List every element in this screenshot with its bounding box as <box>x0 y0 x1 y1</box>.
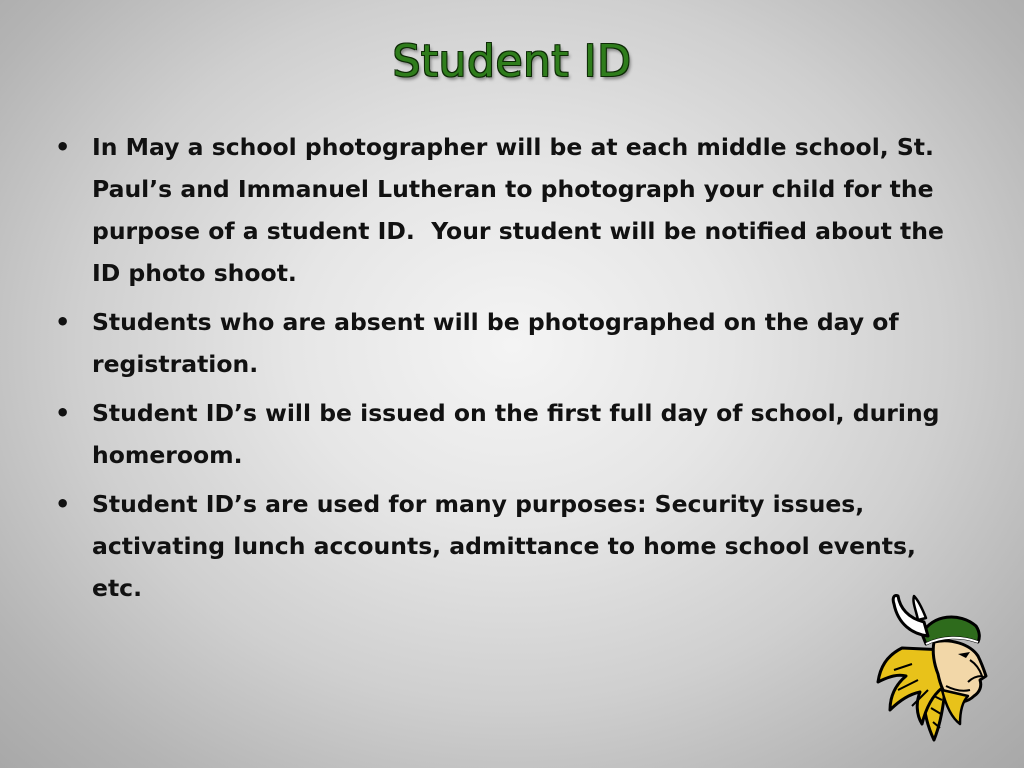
bullet-text: Student ID’s are used for many purposes: Security issues, activating lunch accounts, admittance to home school events, etc. <box>92 490 916 602</box>
bullet-text: Students who are absent will be photographed on the day of registration. <box>92 308 899 378</box>
bullet-item <box>52 392 952 476</box>
bullet-icon: • <box>55 133 71 161</box>
bullet-text: In May a school photographer will be at each middle school, St. Paul’s and Immanuel Lutheran to photograph your child for the purpose of a student ID. Your student will be notified about the ID photo shoot. <box>92 133 944 287</box>
viking-head-icon <box>872 590 994 750</box>
bullet-icon: • <box>55 490 71 518</box>
beard <box>942 690 968 724</box>
bullet-item <box>52 483 952 609</box>
bullet-item <box>52 301 952 385</box>
bullet-list <box>52 126 952 616</box>
bullet-icon: • <box>55 399 71 427</box>
bullet-icon: • <box>55 308 71 336</box>
slide-title: Student ID <box>392 36 632 87</box>
bullet-text: Student ID’s will be issued on the first full day of school, during homeroom. <box>92 399 940 469</box>
bullet-item <box>52 126 952 294</box>
